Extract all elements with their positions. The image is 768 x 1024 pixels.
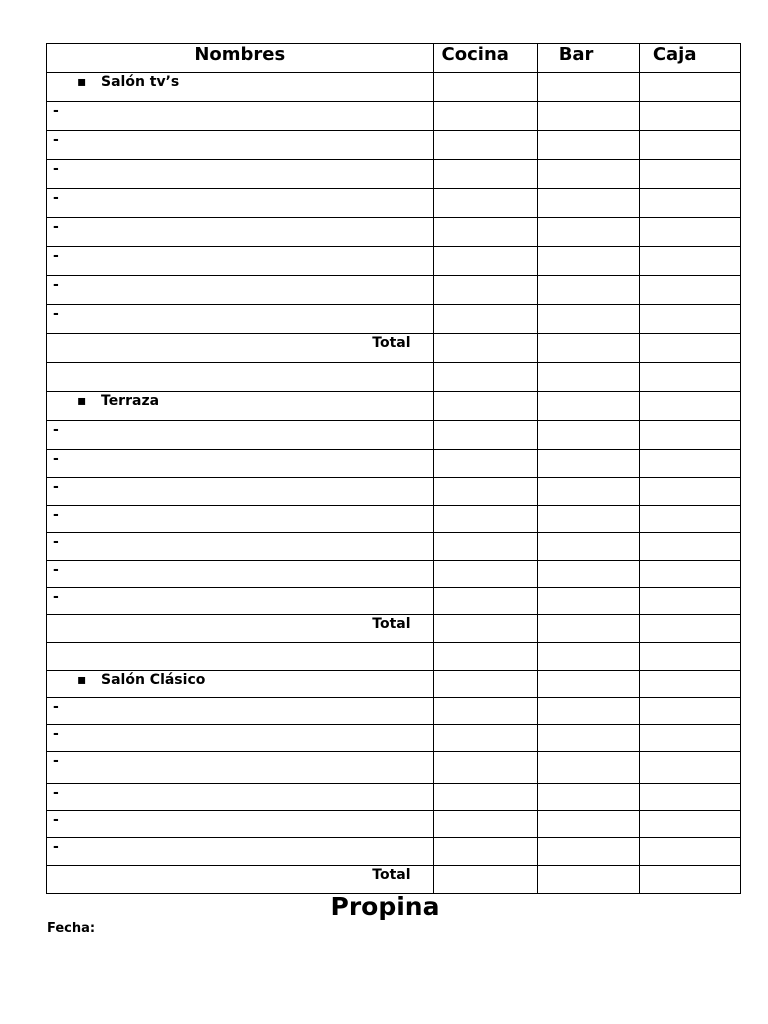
cocina-cell bbox=[433, 305, 537, 334]
caja-cell bbox=[639, 533, 740, 561]
caja-cell bbox=[639, 811, 740, 838]
bar-cell bbox=[537, 866, 639, 894]
name-row bbox=[47, 247, 741, 276]
bar-cell bbox=[537, 189, 639, 218]
name-row bbox=[47, 131, 741, 160]
header-row bbox=[47, 44, 741, 73]
cocina-cell bbox=[433, 218, 537, 247]
name-row bbox=[47, 784, 741, 811]
total-label: Total bbox=[47, 334, 434, 363]
cocina-cell bbox=[433, 334, 537, 363]
blank-cell bbox=[47, 363, 434, 392]
bar-cell bbox=[537, 102, 639, 131]
name-cell: - bbox=[47, 588, 434, 615]
bar-cell bbox=[537, 392, 639, 421]
name-cell: - bbox=[47, 698, 434, 725]
caja-cell bbox=[639, 725, 740, 752]
cocina-cell bbox=[433, 478, 537, 506]
cocina-cell bbox=[433, 698, 537, 725]
bar-cell bbox=[537, 218, 639, 247]
caja-cell bbox=[639, 506, 740, 533]
bullet-icon: ▪ bbox=[77, 74, 87, 90]
header-bar: Bar bbox=[537, 44, 639, 73]
caja-cell bbox=[639, 305, 740, 334]
name-cell: - bbox=[47, 784, 434, 811]
name-cell: - bbox=[47, 811, 434, 838]
name-row bbox=[47, 478, 741, 506]
cocina-cell bbox=[433, 276, 537, 305]
cocina-cell bbox=[433, 561, 537, 588]
name-row bbox=[47, 725, 741, 752]
cocina-cell bbox=[433, 838, 537, 866]
bar-cell bbox=[537, 450, 639, 478]
total-label: Total bbox=[47, 615, 434, 643]
header-cocina: Cocina bbox=[433, 44, 537, 73]
section-title-text: Salón tv’s bbox=[101, 74, 180, 90]
total-row bbox=[47, 866, 741, 894]
bar-cell bbox=[537, 305, 639, 334]
bar-cell bbox=[537, 561, 639, 588]
bar-cell bbox=[537, 421, 639, 450]
cocina-cell bbox=[433, 588, 537, 615]
bar-cell bbox=[537, 533, 639, 561]
name-row bbox=[47, 561, 741, 588]
bar-cell bbox=[537, 698, 639, 725]
cocina-cell bbox=[433, 160, 537, 189]
name-row bbox=[47, 838, 741, 866]
caja-cell bbox=[639, 671, 740, 698]
cocina-cell bbox=[433, 615, 537, 643]
name-row bbox=[47, 698, 741, 725]
name-cell: - bbox=[47, 421, 434, 450]
name-cell: - bbox=[47, 276, 434, 305]
caja-cell bbox=[639, 838, 740, 866]
section-row bbox=[47, 671, 741, 698]
cocina-cell bbox=[433, 102, 537, 131]
name-cell: - bbox=[47, 305, 434, 334]
page-title: Propina bbox=[330, 892, 440, 921]
bar-cell bbox=[537, 784, 639, 811]
caja-cell bbox=[639, 189, 740, 218]
name-cell: - bbox=[47, 189, 434, 218]
caja-cell bbox=[639, 421, 740, 450]
name-row bbox=[47, 102, 741, 131]
cocina-cell bbox=[433, 866, 537, 894]
name-cell: - bbox=[47, 131, 434, 160]
name-row bbox=[47, 189, 741, 218]
cocina-cell bbox=[433, 752, 537, 784]
caja-cell bbox=[639, 698, 740, 725]
caja-cell bbox=[639, 866, 740, 894]
total-row bbox=[47, 615, 741, 643]
section-row bbox=[47, 392, 741, 421]
bar-cell bbox=[537, 838, 639, 866]
caja-cell bbox=[639, 276, 740, 305]
section-row bbox=[47, 73, 741, 102]
bar-cell bbox=[537, 73, 639, 102]
caja-cell bbox=[639, 392, 740, 421]
name-row bbox=[47, 276, 741, 305]
cocina-cell bbox=[433, 189, 537, 218]
caja-cell bbox=[639, 160, 740, 189]
name-row bbox=[47, 752, 741, 784]
cocina-cell bbox=[433, 784, 537, 811]
section-title bbox=[47, 392, 434, 421]
caja-cell bbox=[639, 588, 740, 615]
name-cell: - bbox=[47, 102, 434, 131]
name-cell: - bbox=[47, 478, 434, 506]
name-cell: - bbox=[47, 561, 434, 588]
caja-cell bbox=[639, 561, 740, 588]
bar-cell bbox=[537, 752, 639, 784]
bar-cell bbox=[537, 334, 639, 363]
bar-cell bbox=[537, 643, 639, 671]
cocina-cell bbox=[433, 73, 537, 102]
caja-cell bbox=[639, 450, 740, 478]
section-title-text: Salón Clásico bbox=[101, 672, 206, 688]
caja-cell bbox=[639, 218, 740, 247]
bar-cell bbox=[537, 811, 639, 838]
cocina-cell bbox=[433, 392, 537, 421]
name-cell: - bbox=[47, 160, 434, 189]
blank-row bbox=[47, 363, 741, 392]
total-label: Total bbox=[47, 866, 434, 894]
cocina-cell bbox=[433, 811, 537, 838]
name-row bbox=[47, 533, 741, 561]
caja-cell bbox=[639, 102, 740, 131]
name-cell: - bbox=[47, 752, 434, 784]
caja-cell bbox=[639, 478, 740, 506]
caja-cell bbox=[639, 73, 740, 102]
caja-cell bbox=[639, 247, 740, 276]
cocina-cell bbox=[433, 643, 537, 671]
caja-cell bbox=[639, 131, 740, 160]
name-row bbox=[47, 160, 741, 189]
bar-cell bbox=[537, 615, 639, 643]
blank-cell bbox=[47, 643, 434, 671]
bar-cell bbox=[537, 478, 639, 506]
name-cell: - bbox=[47, 838, 434, 866]
name-row bbox=[47, 218, 741, 247]
cocina-cell bbox=[433, 421, 537, 450]
bullet-icon: ▪ bbox=[77, 393, 87, 409]
name-row bbox=[47, 588, 741, 615]
section-title bbox=[47, 73, 434, 102]
header-caja: Caja bbox=[639, 44, 740, 73]
name-cell: - bbox=[47, 725, 434, 752]
bar-cell bbox=[537, 506, 639, 533]
cocina-cell bbox=[433, 363, 537, 392]
cocina-cell bbox=[433, 725, 537, 752]
name-cell: - bbox=[47, 506, 434, 533]
bullet-icon: ▪ bbox=[77, 672, 87, 688]
name-row bbox=[47, 811, 741, 838]
name-cell: - bbox=[47, 450, 434, 478]
cocina-cell bbox=[433, 671, 537, 698]
total-row bbox=[47, 334, 741, 363]
caja-cell bbox=[639, 334, 740, 363]
header-nombres: Nombres bbox=[47, 44, 434, 73]
bar-cell bbox=[537, 160, 639, 189]
bar-cell bbox=[537, 725, 639, 752]
tip-table bbox=[46, 43, 741, 894]
caja-cell bbox=[639, 615, 740, 643]
caja-cell bbox=[639, 643, 740, 671]
bar-cell bbox=[537, 276, 639, 305]
name-cell: - bbox=[47, 533, 434, 561]
name-row bbox=[47, 421, 741, 450]
name-row bbox=[47, 450, 741, 478]
caja-cell bbox=[639, 363, 740, 392]
name-cell: - bbox=[47, 247, 434, 276]
cocina-cell bbox=[433, 533, 537, 561]
cocina-cell bbox=[433, 506, 537, 533]
name-row bbox=[47, 506, 741, 533]
section-title-text: Terraza bbox=[101, 393, 160, 409]
cocina-cell bbox=[433, 247, 537, 276]
bar-cell bbox=[537, 363, 639, 392]
caja-cell bbox=[639, 752, 740, 784]
bar-cell bbox=[537, 247, 639, 276]
section-title bbox=[47, 671, 434, 698]
cocina-cell bbox=[433, 450, 537, 478]
name-cell: - bbox=[47, 218, 434, 247]
name-row bbox=[47, 305, 741, 334]
bar-cell bbox=[537, 671, 639, 698]
bar-cell bbox=[537, 131, 639, 160]
fecha-label: Fecha: bbox=[47, 921, 96, 936]
bar-cell bbox=[537, 588, 639, 615]
caja-cell bbox=[639, 784, 740, 811]
cocina-cell bbox=[433, 131, 537, 160]
blank-row bbox=[47, 643, 741, 671]
